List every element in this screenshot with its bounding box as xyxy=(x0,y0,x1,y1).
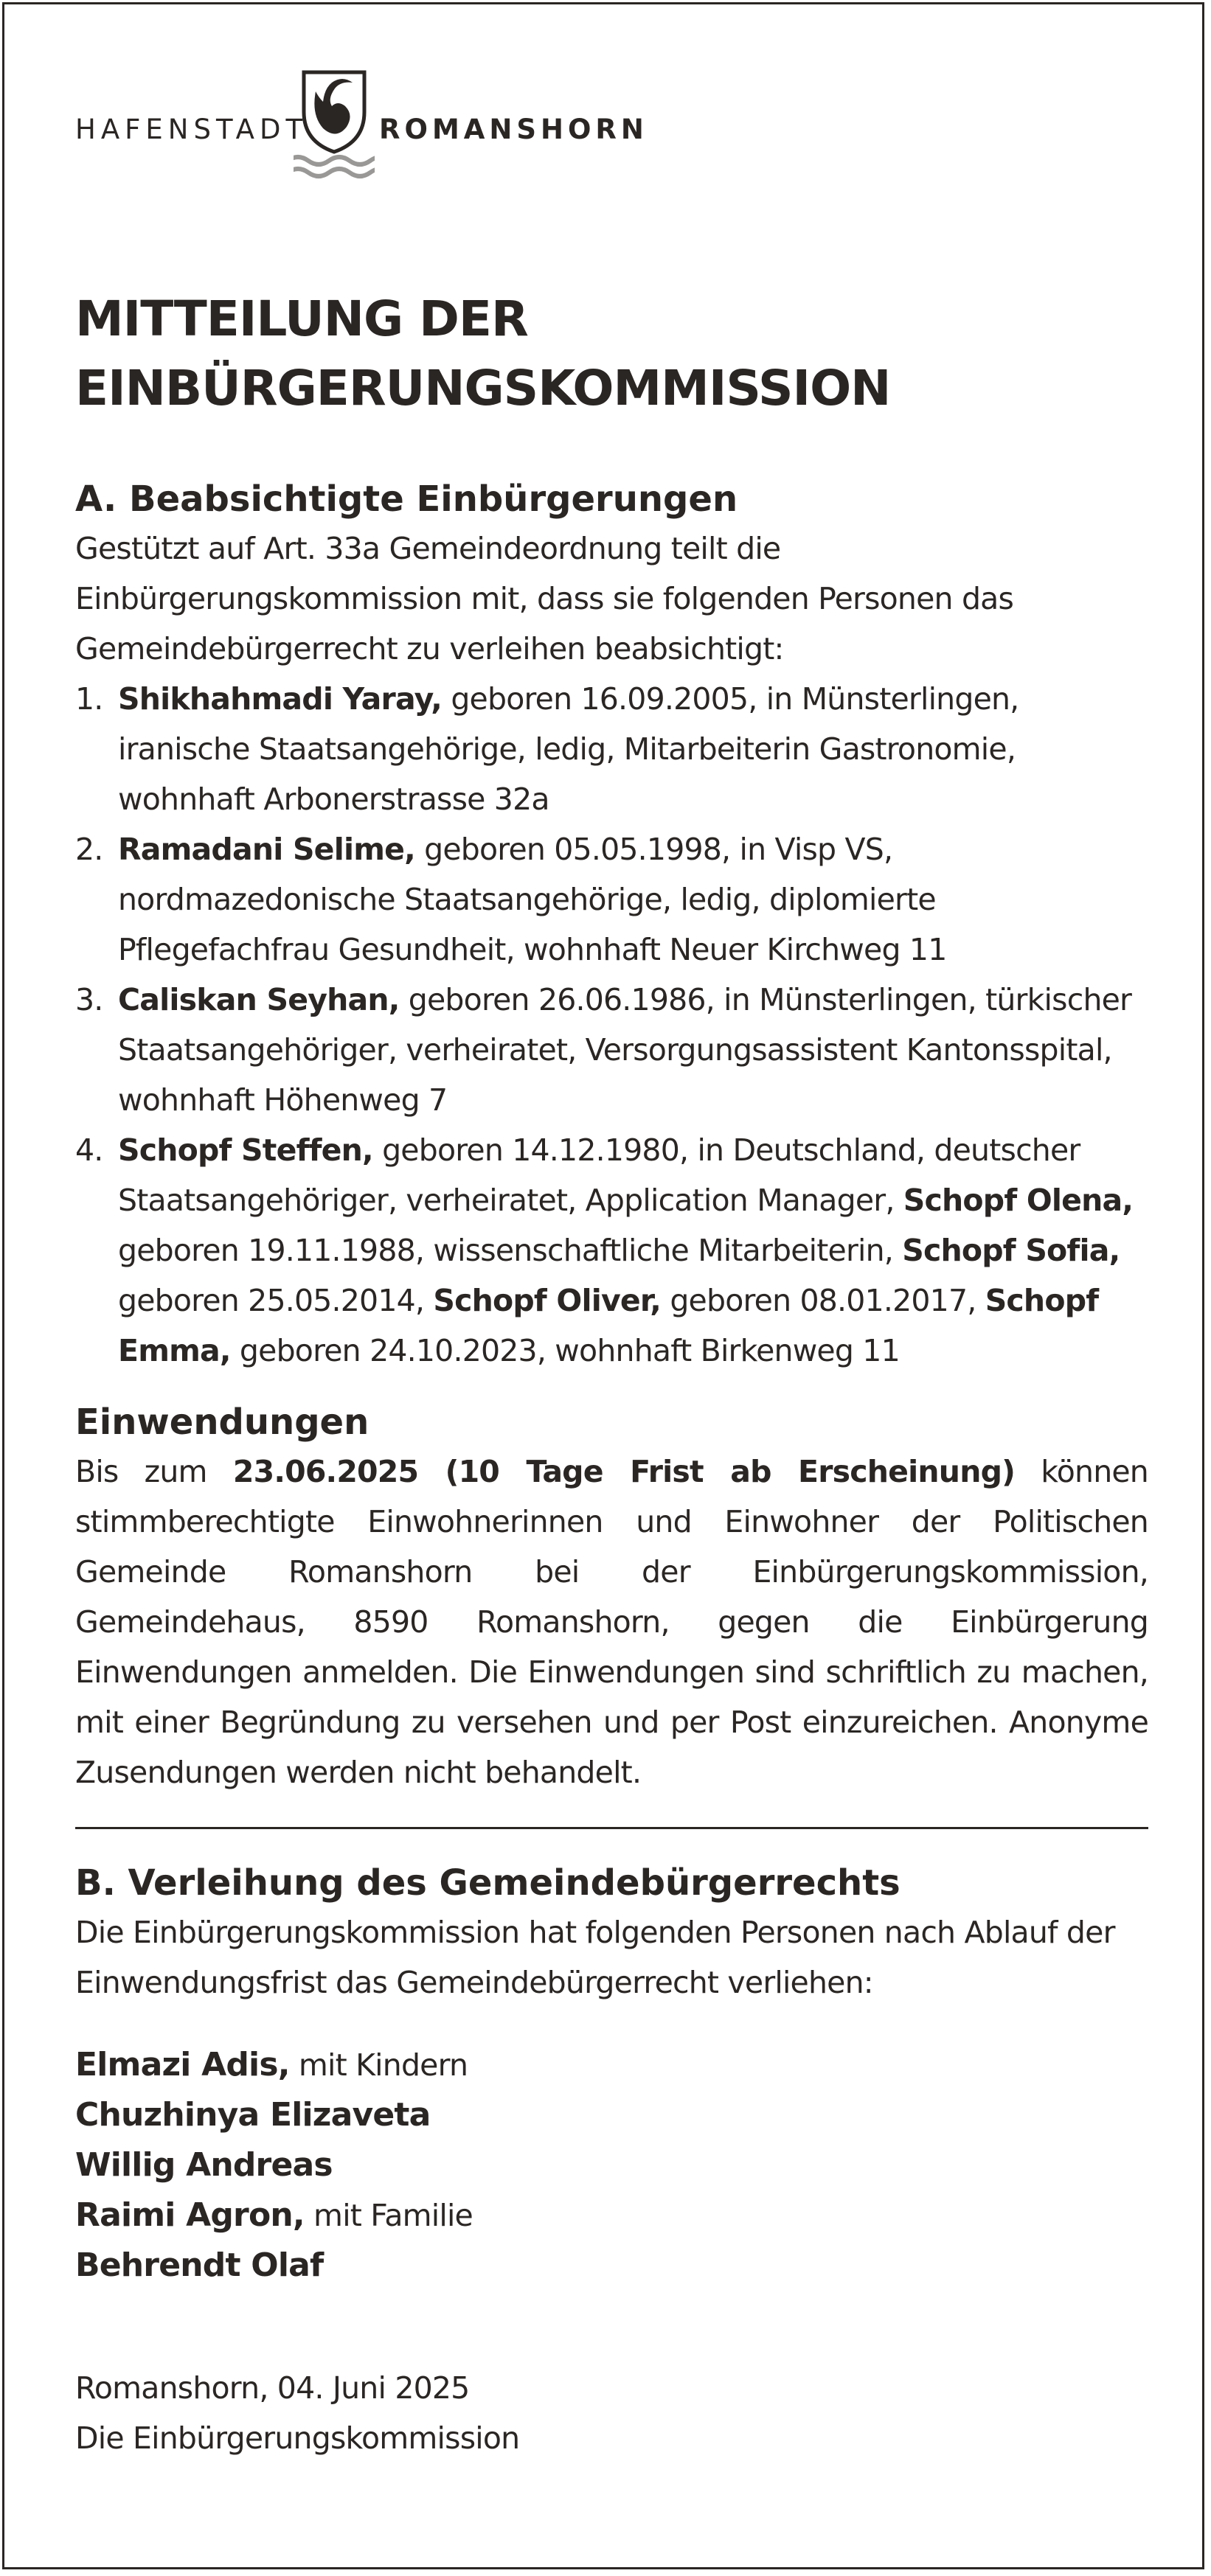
page-title-line1: MITTEILUNG DER xyxy=(75,290,528,347)
section-a-heading: A. Beabsichtigte Einbürgerungen xyxy=(75,478,738,520)
person-name: Schopf Olena, xyxy=(903,1183,1134,1218)
page-title-line2: EINBÜRGERUNGSKOMMISSION xyxy=(75,360,891,417)
person-details: geboren 16.09.2005, in Münsterlingen, iranische Staatsangehörige, ledig, Mitarbeiterin Gastronomie, wohnhaft Arbonerstrasse 32a xyxy=(118,681,1019,817)
logo-text-hafenstadt: HAFENSTADT xyxy=(75,114,308,145)
objections-text: Bis zum 23.06.2025 (10 Tage Frist ab Erscheinung) können stimmberechtigte Einwohnerinnen und Einwohner der Politischen Gemeinde Romanshorn bei der Einbürgerungskommission, Gemeindehaus, 8590 Romanshorn, gegen die Einbürgerung Einwendungen anmelden. Die Einwendungen sind schriftlich zu machen, mit einer Begründung zu versehen und per Post einzureichen. Anonyme Zusendungen werden nicht behandelt. xyxy=(75,1454,1148,1790)
section-b-intro: Die Einbürgerungskommission hat folgenden Personen nach Ablauf der Einwendungsfrist das Gemeindebürgerrecht verliehen: xyxy=(75,1915,1115,2000)
list-item: 4. Schopf Steffen, geboren 14.12.1980, in Deutschland, deutscher Staatsangehöriger, verheiratet, Application Manager, Schopf Olena, geboren 19.11.1988, wissenschaftliche Mitarbeiterin, Schopf Sofia, geboren 25.05.2014, Schopf Oliver, geboren 08.01.2017, Schopf Emma, geboren 24.10.2023, wohnhaft Birkenweg 11 xyxy=(75,1132,1134,1368)
person-name: Behrendt Olaf xyxy=(75,2246,324,2284)
person-name: Schopf Sofia, xyxy=(902,1233,1120,1268)
person-details: geboren 08.01.2017, xyxy=(661,1283,985,1318)
page-title xyxy=(75,285,1148,423)
person-note: mit Kindern xyxy=(289,2047,468,2083)
list-item xyxy=(75,2190,1148,2241)
notice-content xyxy=(75,285,1148,2463)
section-divider xyxy=(75,1827,1148,1829)
section-a-intro: Gestützt auf Art. 33a Gemeindeordnung teilt die Einbürgerungskommission mit, dass sie folgenden Personen das Gemeindebürgerrecht zu verleihen beabsichtigt: xyxy=(75,531,1014,666)
person-name: Ramadani Selime, xyxy=(118,832,415,867)
person-details: geboren 05.05.1998, in Visp VS, nordmazedonische Staatsangehörige, ledig, diplomierte Pflegefachfrau Gesundheit, wohnhaft Neuer Kirchweg 11 xyxy=(118,832,947,967)
person-name: Shikhahmadi Yaray, xyxy=(118,681,443,717)
person-details: geboren 25.05.2014, xyxy=(118,1283,434,1318)
footer-place-date: Romanshorn, 04. Juni 2025 xyxy=(75,2370,470,2406)
list-item xyxy=(75,2140,1148,2190)
person-name: Chuzhinya Elizaveta xyxy=(75,2096,431,2134)
coat-of-arms-icon xyxy=(294,69,375,180)
list-item xyxy=(75,2090,1148,2140)
person-note: mit Familie xyxy=(304,2198,473,2233)
intended-naturalizations-list xyxy=(75,674,1148,1376)
person-name: Willig Andreas xyxy=(75,2146,333,2184)
granted-citizenship-list xyxy=(75,2040,1148,2291)
person-details: geboren 19.11.1988, wissenschaftliche Mitarbeiterin, xyxy=(118,1233,903,1268)
list-item xyxy=(75,2241,1148,2291)
list-item xyxy=(75,2040,1148,2090)
logo-text-romanshorn: ROMANSHORN xyxy=(379,114,648,145)
person-name: Schopf Emma, xyxy=(118,1283,1099,1368)
list-item: 3. Caliskan Seyhan, geboren 26.06.1986, in Münsterlingen, türkischer Staatsangehöriger, verheiratet, Versorgungsassistent Kantonsspital, wohnhaft Höhenweg 7 xyxy=(75,982,1132,1118)
logo xyxy=(75,69,665,180)
objection-deadline: 23.06.2025 (10 Tage Frist ab Erscheinung) xyxy=(232,1454,1016,1489)
notice-frame xyxy=(2,2,1204,2569)
objections-heading: Einwendungen xyxy=(75,1402,369,1443)
person-name: Schopf Oliver, xyxy=(433,1283,662,1318)
person-name: Elmazi Adis, xyxy=(75,2046,290,2084)
footer xyxy=(75,2363,1148,2463)
person-name: Raimi Agron, xyxy=(75,2196,305,2234)
section-b-heading: B. Verleihung des Gemeindebürgerrechts xyxy=(75,1862,901,1904)
person-details: geboren 26.06.1986, in Münsterlingen, türkischer Staatsangehöriger, verheiratet, Versorgungsassistent Kantonsspital, wohnhaft Höhenweg 7 xyxy=(118,982,1132,1118)
list-item: 2. Ramadani Selime, geboren 05.05.1998, in Visp VS, nordmazedonische Staatsangehörige, ledig, diplomierte Pflegefachfrau Gesundheit, wohnhaft Neuer Kirchweg 11 xyxy=(75,832,947,967)
person-details: geboren 14.12.1980, in Deutschland, deutscher Staatsangehöriger, verheiratet, Application Manager, xyxy=(118,1132,1080,1218)
list-item: 1. Shikhahmadi Yaray, geboren 16.09.2005, in Münsterlingen, iranische Staatsangehörige, ledig, Mitarbeiterin Gastronomie, wohnhaft Arbonerstrasse 32a xyxy=(75,681,1019,817)
person-name: Schopf Steffen, xyxy=(118,1132,373,1168)
person-name: Caliskan Seyhan, xyxy=(118,982,400,1017)
footer-signatory: Die Einbürgerungskommission xyxy=(75,2420,520,2456)
person-details: geboren 24.10.2023, wohnhaft Birkenweg 11 xyxy=(230,1333,900,1368)
